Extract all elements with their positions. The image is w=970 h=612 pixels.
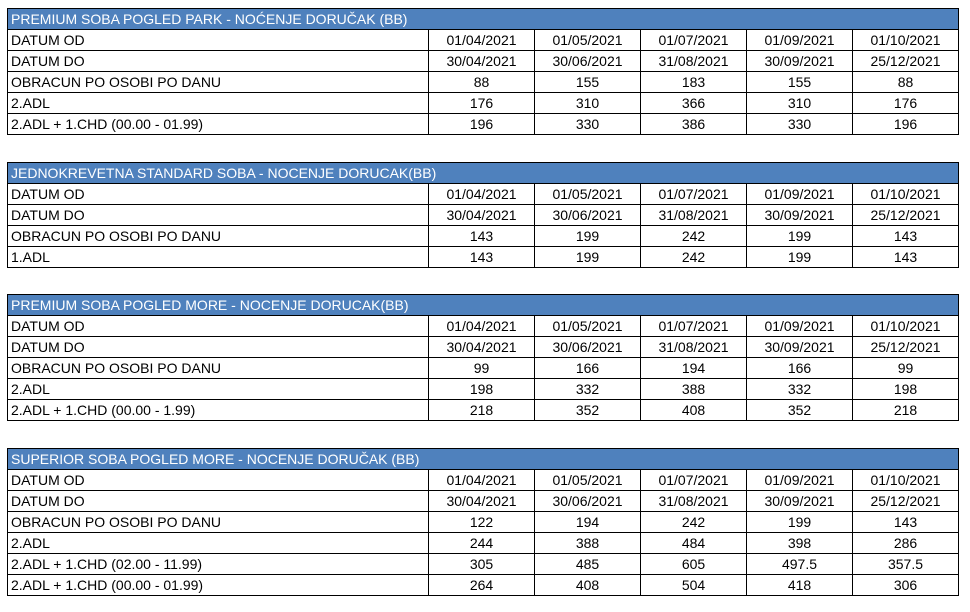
- rate-table: [7, 448, 959, 596]
- table-title: SUPERIOR SOBA POGLED MORE - NOCENJE DORUČAK (BB): [8, 449, 959, 470]
- row-label: DATUM DO: [8, 205, 429, 226]
- row-label: 2.ADL + 1.CHD (02.00 - 11.99): [8, 554, 429, 575]
- table-header-row: [8, 163, 959, 184]
- table-row: [8, 114, 959, 135]
- value-cell: 01/07/2021: [641, 470, 747, 491]
- value-cell: 332: [535, 379, 641, 400]
- value-cell: 01/09/2021: [747, 30, 853, 51]
- value-cell: 408: [641, 400, 747, 421]
- value-cell: 30/04/2021: [429, 205, 535, 226]
- value-cell: 605: [641, 554, 747, 575]
- table-title: PREMIUM SOBA POGLED PARK - NOĆENJE DORUČAK (BB): [8, 9, 959, 30]
- value-cell: 484: [641, 533, 747, 554]
- value-cell: 30/09/2021: [747, 337, 853, 358]
- value-cell: 31/08/2021: [641, 491, 747, 512]
- value-cell: 01/04/2021: [429, 184, 535, 205]
- value-cell: 155: [747, 72, 853, 93]
- table-row: [8, 491, 959, 512]
- row-label: 2.ADL: [8, 93, 429, 114]
- value-cell: 01/04/2021: [429, 316, 535, 337]
- value-cell: 176: [853, 93, 959, 114]
- value-cell: 218: [429, 400, 535, 421]
- value-cell: 01/05/2021: [535, 316, 641, 337]
- value-cell: 352: [535, 400, 641, 421]
- value-cell: 01/10/2021: [853, 30, 959, 51]
- value-cell: 143: [853, 512, 959, 533]
- value-cell: 25/12/2021: [853, 205, 959, 226]
- value-cell: 418: [747, 575, 853, 596]
- value-cell: 199: [747, 247, 853, 268]
- table-row: [8, 184, 959, 205]
- value-cell: 330: [535, 114, 641, 135]
- value-cell: 504: [641, 575, 747, 596]
- value-cell: 386: [641, 114, 747, 135]
- value-cell: 497.5: [747, 554, 853, 575]
- value-cell: 30/06/2021: [535, 205, 641, 226]
- value-cell: 143: [853, 226, 959, 247]
- value-cell: 242: [641, 226, 747, 247]
- table-row: [8, 470, 959, 491]
- row-label: DATUM OD: [8, 184, 429, 205]
- row-label: DATUM OD: [8, 30, 429, 51]
- value-cell: 332: [747, 379, 853, 400]
- value-cell: 25/12/2021: [853, 51, 959, 72]
- row-label: OBRACUN PO OSOBI PO DANU: [8, 358, 429, 379]
- value-cell: 264: [429, 575, 535, 596]
- table-row: [8, 247, 959, 268]
- value-cell: 199: [747, 226, 853, 247]
- value-cell: 31/08/2021: [641, 205, 747, 226]
- row-label: DATUM OD: [8, 316, 429, 337]
- value-cell: 242: [641, 512, 747, 533]
- value-cell: 01/09/2021: [747, 316, 853, 337]
- value-cell: 31/08/2021: [641, 51, 747, 72]
- value-cell: 99: [853, 358, 959, 379]
- value-cell: 30/04/2021: [429, 491, 535, 512]
- row-label: 2.ADL: [8, 533, 429, 554]
- value-cell: 31/08/2021: [641, 337, 747, 358]
- value-cell: 01/04/2021: [429, 30, 535, 51]
- row-label: 1.ADL: [8, 247, 429, 268]
- table-title: PREMIUM SOBA POGLED MORE - NOCENJE DORUCAK(BB): [8, 295, 959, 316]
- table-row: [8, 51, 959, 72]
- value-cell: 305: [429, 554, 535, 575]
- value-cell: 194: [535, 512, 641, 533]
- value-cell: 176: [429, 93, 535, 114]
- value-cell: 199: [535, 247, 641, 268]
- value-cell: 183: [641, 72, 747, 93]
- value-cell: 485: [535, 554, 641, 575]
- value-cell: 398: [747, 533, 853, 554]
- row-label: 2.ADL: [8, 379, 429, 400]
- value-cell: 30/04/2021: [429, 51, 535, 72]
- value-cell: 366: [641, 93, 747, 114]
- value-cell: 01/05/2021: [535, 184, 641, 205]
- value-cell: 244: [429, 533, 535, 554]
- row-label: DATUM DO: [8, 51, 429, 72]
- table-row: [8, 533, 959, 554]
- value-cell: 408: [535, 575, 641, 596]
- row-label: 2.ADL + 1.CHD (00.00 - 1.99): [8, 400, 429, 421]
- value-cell: 30/09/2021: [747, 205, 853, 226]
- table-row: [8, 316, 959, 337]
- row-label: OBRACUN PO OSOBI PO DANU: [8, 512, 429, 533]
- row-label: OBRACUN PO OSOBI PO DANU: [8, 72, 429, 93]
- value-cell: 310: [535, 93, 641, 114]
- value-cell: 330: [747, 114, 853, 135]
- value-cell: 196: [429, 114, 535, 135]
- value-cell: 143: [429, 226, 535, 247]
- table-row: [8, 379, 959, 400]
- value-cell: 01/07/2021: [641, 30, 747, 51]
- value-cell: 88: [853, 72, 959, 93]
- value-cell: 01/04/2021: [429, 470, 535, 491]
- table-row: [8, 72, 959, 93]
- value-cell: 01/09/2021: [747, 184, 853, 205]
- value-cell: 01/07/2021: [641, 316, 747, 337]
- table-row: [8, 512, 959, 533]
- table-row: [8, 358, 959, 379]
- value-cell: 30/06/2021: [535, 337, 641, 358]
- value-cell: 198: [429, 379, 535, 400]
- rate-table: [7, 162, 959, 268]
- table-header-row: [8, 449, 959, 470]
- value-cell: 88: [429, 72, 535, 93]
- value-cell: 30/06/2021: [535, 51, 641, 72]
- value-cell: 388: [535, 533, 641, 554]
- value-cell: 199: [535, 226, 641, 247]
- value-cell: 194: [641, 358, 747, 379]
- value-cell: 01/09/2021: [747, 470, 853, 491]
- value-cell: 30/09/2021: [747, 51, 853, 72]
- value-cell: 196: [853, 114, 959, 135]
- row-label: 2.ADL + 1.CHD (00.00 - 01.99): [8, 575, 429, 596]
- value-cell: 01/05/2021: [535, 30, 641, 51]
- row-label: OBRACUN PO OSOBI PO DANU: [8, 226, 429, 247]
- value-cell: 01/10/2021: [853, 184, 959, 205]
- value-cell: 388: [641, 379, 747, 400]
- value-cell: 155: [535, 72, 641, 93]
- value-cell: 306: [853, 575, 959, 596]
- value-cell: 01/10/2021: [853, 316, 959, 337]
- value-cell: 30/09/2021: [747, 491, 853, 512]
- table-row: [8, 205, 959, 226]
- value-cell: 143: [429, 247, 535, 268]
- value-cell: 25/12/2021: [853, 491, 959, 512]
- table-row: [8, 554, 959, 575]
- row-label: 2.ADL + 1.CHD (00.00 - 01.99): [8, 114, 429, 135]
- table-row: [8, 226, 959, 247]
- row-label: DATUM OD: [8, 470, 429, 491]
- table-row: [8, 93, 959, 114]
- value-cell: 242: [641, 247, 747, 268]
- value-cell: 218: [853, 400, 959, 421]
- value-cell: 99: [429, 358, 535, 379]
- value-cell: 310: [747, 93, 853, 114]
- rate-table: [7, 8, 959, 135]
- value-cell: 198: [853, 379, 959, 400]
- value-cell: 352: [747, 400, 853, 421]
- row-label: DATUM DO: [8, 337, 429, 358]
- value-cell: 122: [429, 512, 535, 533]
- value-cell: 286: [853, 533, 959, 554]
- value-cell: 01/10/2021: [853, 470, 959, 491]
- table-title: JEDNOKREVETNA STANDARD SOBA - NOCENJE DORUCAK(BB): [8, 163, 959, 184]
- table-row: [8, 30, 959, 51]
- table-row: [8, 337, 959, 358]
- value-cell: 01/05/2021: [535, 470, 641, 491]
- value-cell: 357.5: [853, 554, 959, 575]
- row-label: DATUM DO: [8, 491, 429, 512]
- value-cell: 30/06/2021: [535, 491, 641, 512]
- table-row: [8, 575, 959, 596]
- value-cell: 25/12/2021: [853, 337, 959, 358]
- value-cell: 01/07/2021: [641, 184, 747, 205]
- rate-table: [7, 294, 959, 421]
- value-cell: 143: [853, 247, 959, 268]
- value-cell: 166: [535, 358, 641, 379]
- value-cell: 199: [747, 512, 853, 533]
- table-header-row: [8, 295, 959, 316]
- table-row: [8, 400, 959, 421]
- value-cell: 166: [747, 358, 853, 379]
- value-cell: 30/04/2021: [429, 337, 535, 358]
- table-header-row: [8, 9, 959, 30]
